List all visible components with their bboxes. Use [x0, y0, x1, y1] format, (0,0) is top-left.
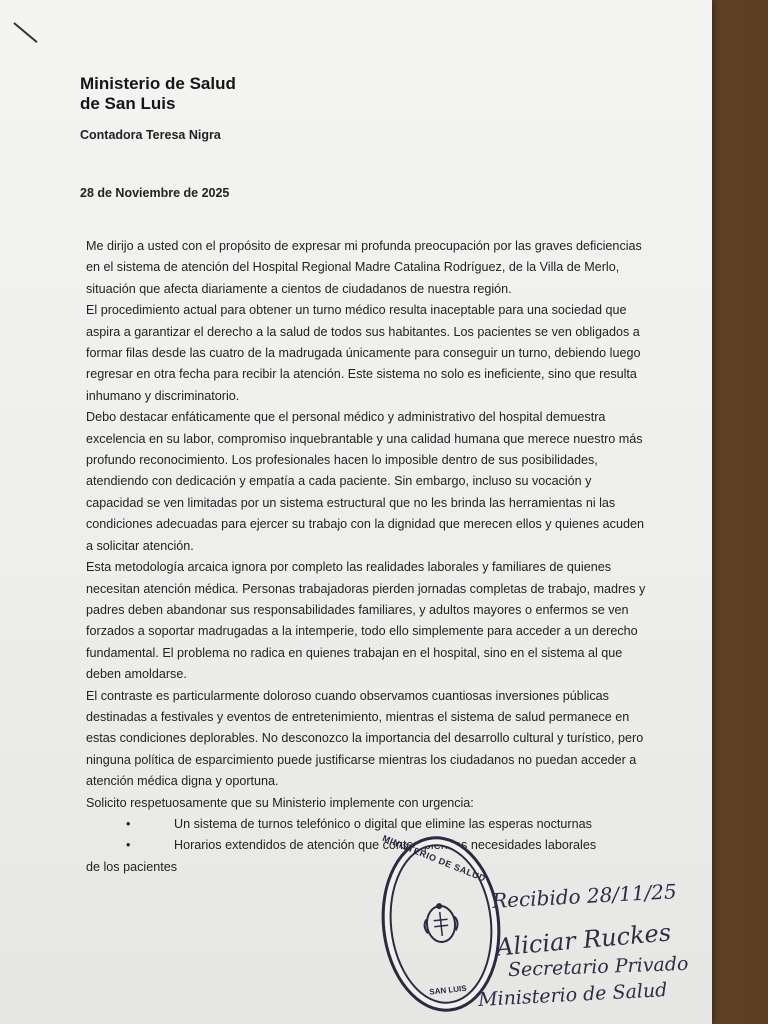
paragraph-procedure: El procedimiento actual para obtener un turno médico resulta inaceptable para una sociedad que aspira a garantizar el derecho a la salud de todos sus habitantes. Los pacientes se ven obligados a formar filas desde las cuatro de la madrugada únicamente para conseguir un turno, debiendo luego regresar en otra fecha para recibir la atención. Este sistema no solo es ineficiente, sino que resulta inhumano y discriminatorio.	[86, 303, 641, 403]
bullet-icon: •	[126, 838, 131, 853]
ministry-name-line-2: de San Luis	[80, 94, 176, 113]
request-item-continuation: de los pacientes	[86, 859, 178, 874]
request-item-text: Un sistema de turnos telefónico o digital que elimine las esperas nocturnas	[174, 816, 592, 831]
paragraph-contrast: El contraste es particularmente doloroso cuando observamos cuantiosas inversiones públicas destinadas a festivales y eventos de entretenimiento, mientras el sistema de salud permanece en estas condiciones deplorables. No desconozco la importancia del desarrollo cultural y turístico, pero ninguna política de esparcimiento puede justificarse mientras los ciudadanos no puedan acceder a atención médica digna y oportuna.	[86, 688, 644, 789]
paragraph-intro: Me dirijo a usted con el propósito de expresar mi profunda preocupación por las graves deficiencias en el sistema de atención del Hospital Regional Madre Catalina Rodríguez, de la Villa de Merlo, situación que afecta diariamente a cientos de ciudadanos de nuestra región.	[86, 239, 642, 296]
coat-of-arms-icon	[415, 896, 466, 953]
signer-title-line-2: Ministerio de Salud	[477, 979, 668, 1011]
recipient-name: Contadora Teresa Nigra	[80, 128, 221, 142]
stamp-top-text: MINISTERIO DE SALUD	[380, 833, 488, 884]
bullet-icon: •	[126, 816, 131, 831]
letter-date: 28 de Noviembre de 2025	[80, 186, 230, 200]
letter-header	[80, 74, 236, 142]
request-item	[86, 835, 646, 856]
ministry-name-line-1: Ministerio de Salud	[80, 74, 236, 93]
signer-title-line-1: Secretario Privado	[507, 952, 689, 982]
request-item	[86, 814, 646, 835]
received-annotation: Recibido 28/11/25	[491, 879, 678, 913]
request-item-text: Horarios extendidos de atención que contemplen las necesidades laborales	[174, 838, 597, 853]
paragraph-request: Solicito respetuosamente que su Ministerio implemente con urgencia:	[86, 795, 474, 810]
request-list	[86, 814, 646, 857]
paragraph-methodology: Esta metodología arcaica ignora por completo las realidades laborales y familiares de quienes necesitan atención médica. Personas trabajadoras pierden jornadas completas de trabajo, madres y padres deben abandonar sus responsabilidades familiares, y adultos mayores o enfermos se ven forzados a soportar madrugadas a la intemperie, todo ello simplemente para acceder a un derecho fundamental. El problema no radica en quienes trabajan en el hospital, sino en el sistema al que deben amoldarse.	[86, 560, 646, 682]
pen-stroke-mark	[13, 22, 37, 43]
letter-body	[86, 236, 646, 878]
handwritten-signature: Aliciar Ruckes	[495, 918, 673, 962]
stamp-bottom-text: SAN LUIS	[428, 983, 467, 997]
paragraph-staff: Debo destacar enfáticamente que el personal médico y administrativo del hospital demuestra excelencia en su labor, compromiso inquebrantable y una calidad humana que merece nuestro más profundo reconocimiento. Los profesionales hacen lo imposible dentro de sus posibilidades, atendiendo con dedicación y empatía a cada paciente. Sin embargo, incluso su vocación y capacidad se ven limitadas por un sistema estructural que no les brinda las herramientas ni las condiciones adecuadas para ejercer su trabajo con la dignidad que merecen ellos y quienes acuden a solicitar atención.	[86, 410, 644, 553]
